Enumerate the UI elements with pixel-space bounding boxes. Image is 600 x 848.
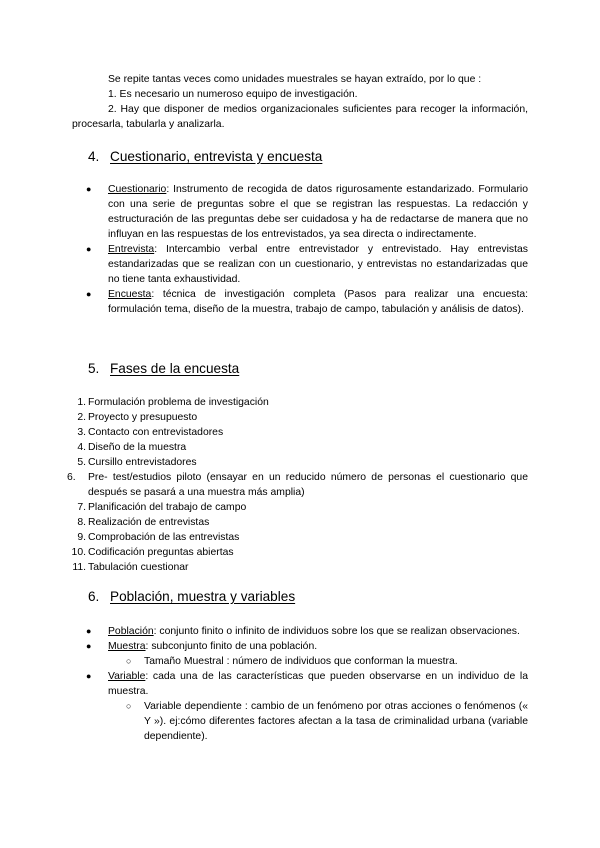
item-text: Tabulación cuestionar [88, 562, 189, 573]
list-item [77, 530, 528, 545]
item-number: 1. [77, 397, 86, 408]
item-number: 11. [72, 562, 86, 573]
item-number: 5. [77, 457, 86, 468]
sub-definition: Tamaño Muestral : número de individuos que conforman la muestra. [144, 656, 458, 667]
section-5-list [67, 395, 528, 575]
item-text: Contacto con entrevistadores [88, 427, 224, 438]
bullet-icon: ● [86, 244, 92, 254]
bullet-icon: ● [86, 289, 92, 299]
item-number: 4. [77, 442, 86, 453]
term: Cuestionario [108, 184, 167, 195]
item-text: Diseño de la muestra [88, 442, 187, 453]
definition: : Instrumento de recogida de datos rigurosamente estandarizado. Formulario con una serie de preguntas sobre el que se registran las respuestas. La redacción y estructuración de las preguntas debe ser cuidadosa y ha de redactarse de manera que no influyan en las respuestas de los entrevistados, ya sea directa o indirectamente. [108, 184, 528, 240]
item-number: 7. [77, 502, 86, 513]
section-4-list [86, 182, 528, 317]
intro-line: Se repite tantas veces como unidades muestrales se hayan extraído, por lo que : [108, 74, 482, 85]
item-number: 3. [77, 427, 86, 438]
section-6-heading [88, 588, 295, 606]
circle-bullet-icon: ○ [126, 656, 132, 666]
bullet-icon: ● [86, 641, 92, 651]
section-title: Población, muestra y variables [110, 589, 296, 604]
definition: : técnica de investigación completa (Pasos para realizar una encuesta: formulación tema, diseño de la muestra, trabajo de campo, tabulación y análisis de datos). [108, 289, 528, 315]
circle-bullet-icon: ○ [126, 701, 132, 711]
intro-item-2: 2. Hay que disponer de medios organizacionales suficientes para recoger la información, procesarla, tabularla y analizarla. [72, 104, 528, 130]
item-text: Proyecto y presupuesto [88, 412, 198, 423]
item-text: Realización de entrevistas [88, 517, 210, 528]
list-item [71, 545, 528, 560]
list-item [67, 470, 528, 500]
section-4-heading [88, 148, 322, 166]
section-title: Fases de la encuesta [110, 361, 240, 376]
list-item-variable [86, 669, 528, 699]
definition: : cada una de las características que pueden observarse en un individuo de la muestra. [108, 671, 528, 697]
item-text: Comprobación de las entrevistas [88, 532, 240, 543]
list-item-muestra [86, 639, 528, 654]
list-item [86, 287, 528, 317]
section-number: 5. [88, 361, 100, 376]
sub-definition: Variable dependiente : cambio de un fenómeno por otras acciones o fenómenos (« Y »). ej:cómo diferentes factores afectan a la tasa de criminalidad urbana (variable dependiente). [144, 701, 528, 742]
item-text: Cursillo entrevistadores [88, 457, 197, 468]
item-text: Formulación problema de investigación [88, 397, 269, 408]
list-item-poblacion [86, 624, 528, 639]
list-item [77, 515, 528, 530]
sub-list-item [126, 699, 528, 744]
bullet-icon: ● [86, 184, 92, 194]
item-number: 9. [77, 532, 86, 543]
term: Variable [108, 671, 146, 682]
section-6-list [86, 624, 528, 744]
term: Muestra [108, 641, 146, 652]
list-item [77, 500, 528, 515]
list-item [77, 410, 528, 425]
list-item [77, 455, 528, 470]
sub-list-item [126, 654, 528, 669]
intro-item-1: 1. Es necesario un numeroso equipo de investigación. [108, 89, 358, 100]
list-item [77, 440, 528, 455]
section-number: 4. [88, 149, 100, 164]
section-number: 6. [88, 589, 100, 604]
bullet-icon: ● [86, 671, 92, 681]
item-text: Pre- test/estudios piloto (ensayar en un reducido número de personas el cuestionario que después se pasará a una muestra más amplia) [88, 472, 528, 498]
term: Población [108, 626, 154, 637]
section-5-heading [88, 360, 239, 378]
definition: : Intercambio verbal entre entrevistador y entrevistado. Hay entrevistas estandarizadas que se realizan con un cuestionario, y entrevistas no estandarizadas que no tiene tanta exhaustividad. [108, 244, 528, 285]
list-item [86, 182, 528, 242]
list-item [77, 425, 528, 440]
definition: : conjunto finito o infinito de individuos sobre los que se realizan observaciones. [153, 626, 520, 637]
item-number: 8. [77, 517, 86, 528]
item-text: Planificación del trabajo de campo [88, 502, 247, 513]
term: Encuesta [108, 289, 152, 300]
list-item [77, 395, 528, 410]
item-number: 2. [77, 412, 86, 423]
item-text: Codificación preguntas abiertas [88, 547, 234, 558]
list-item [72, 560, 528, 575]
list-item [86, 242, 528, 287]
section-title: Cuestionario, entrevista y encuesta [110, 149, 323, 164]
bullet-icon: ● [86, 626, 92, 636]
item-number: 10. [71, 547, 86, 558]
term: Entrevista [108, 244, 155, 255]
item-number: 6. [67, 472, 76, 483]
definition: : subconjunto finito de una población. [145, 641, 318, 652]
